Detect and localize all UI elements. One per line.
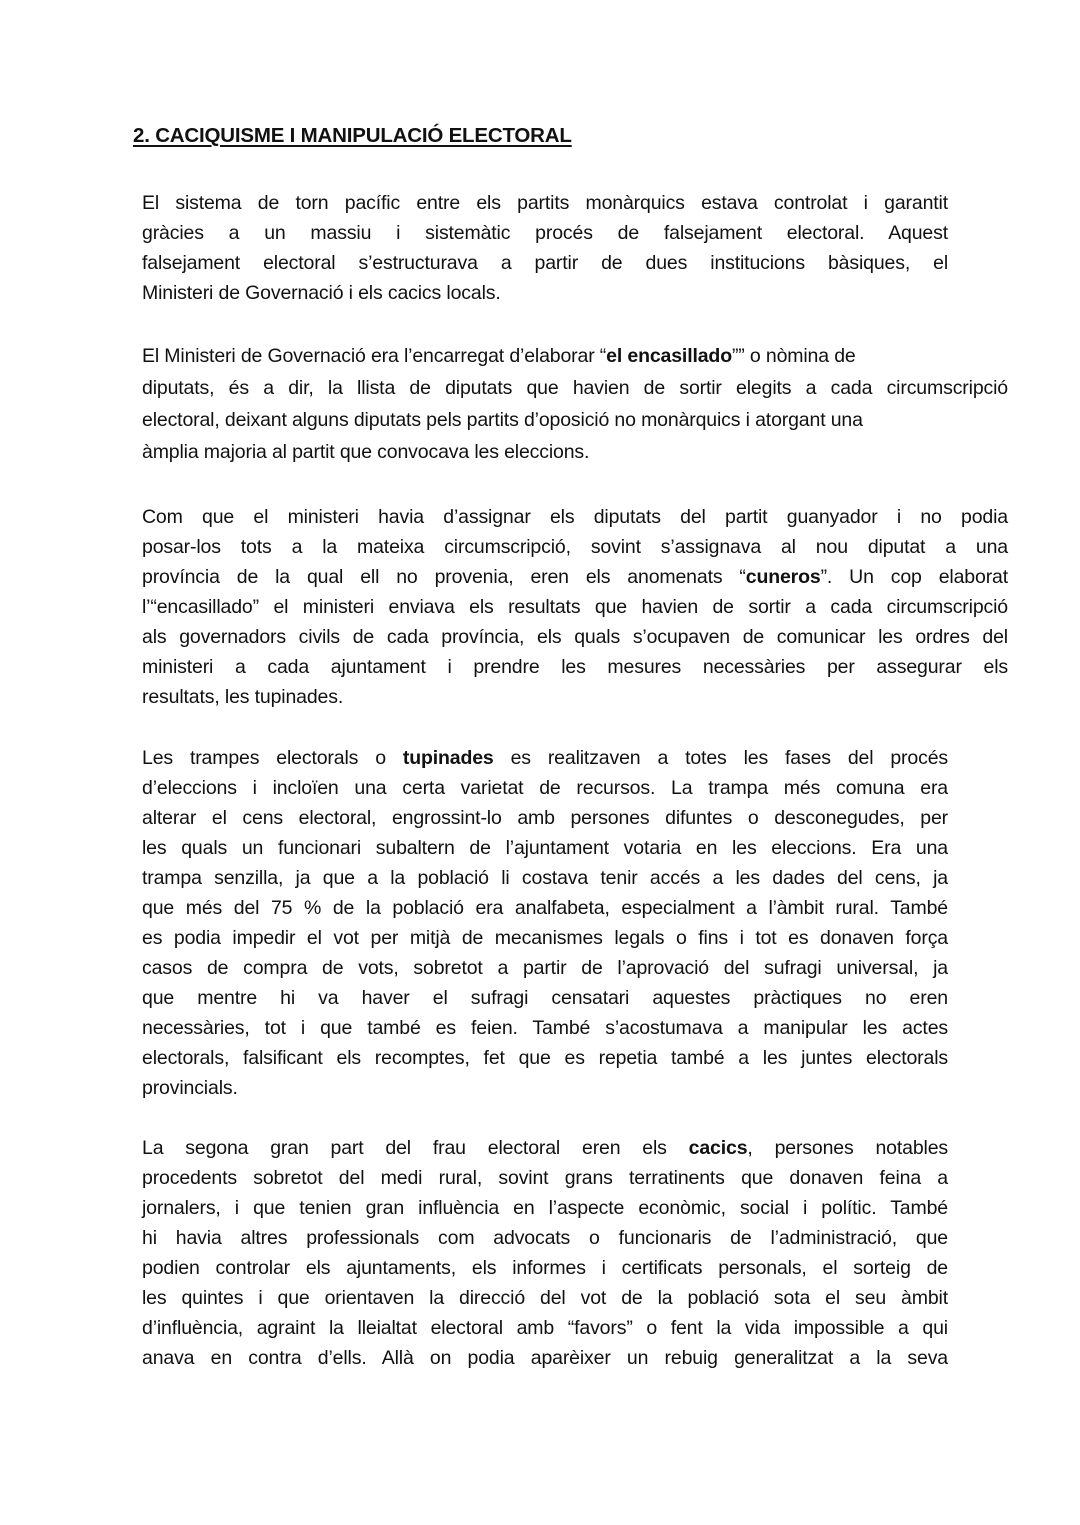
text-line: es podia impedir el vot per mitjà de mecanismes legals o fins i tot es donaven força [142,927,948,949]
text-line: que més del 75 % de la població era analfabeta, especialment a l’àmbit rural. També [142,897,948,919]
text-line: procedents sobretot del medi rural, sovint grans terratinents que donaven feina a [142,1167,948,1189]
text-line: ministeri a cada ajuntament i prendre les mesures necessàries per assegurar els [142,656,1008,678]
text-line: El Ministeri de Governació era l’encarregat d’elaborar “el encasillado”” o nòmina de [142,345,856,367]
paragraph-encasillado [142,340,1008,468]
text-line: El sistema de torn pacífic entre els partits monàrquics estava controlat i garantit [142,192,948,214]
text-line: necessàries, tot i que també es feien. També s’acostumava a manipular les actes [142,1017,948,1039]
text-line: provincials. [142,1077,238,1099]
text-line: electoral, deixant alguns diputats pels partits d’oposició no monàrquics i atorgant una [142,409,863,431]
text-line: podien controlar els ajuntaments, els informes i certificats personals, el sorteig de [142,1257,948,1279]
paragraph-torn-pacific [142,188,948,308]
paragraph-cacics [142,1133,948,1373]
text-line: trampa senzilla, ja que a la població li costava tenir accés a les dades del cens, ja [142,867,948,889]
text-line: àmplia majoria al partit que convocava les eleccions. [142,441,590,463]
paragraph-tupinades [142,743,948,1103]
text-line: Ministeri de Governació i els cacics locals. [142,282,501,304]
text-line: les quals un funcionari subaltern de l’ajuntament votaria en les eleccions. Era una [142,837,948,859]
bold-term-tupinades: tupinades [402,747,494,769]
text-line: jornalers, i que tenien gran influència en l’aspecte econòmic, social i polític. També [142,1197,948,1219]
bold-term-cuneros: cuneros [745,566,821,588]
text-line: que mentre hi va haver el sufragi censatari aquestes pràctiques no eren [142,987,948,1009]
text-line: alterar el cens electoral, engrossint-lo amb persones difuntes o desconegudes, per [142,807,948,829]
text-line: hi havia altres professionals com advocats o funcionaris de l’administració, que [142,1227,948,1249]
text-line: posar-los tots a la mateixa circumscripció, sovint s’assignava al nou diputat a una [142,536,1008,558]
text-line: La segona gran part del frau electoral eren els cacics, persones notables [142,1137,948,1159]
text-line: diputats, és a dir, la llista de diputats que havien de sortir elegits a cada circumscripció [142,377,1008,399]
text-line: les quintes i que orientaven la direcció del vot de la població sota el seu àmbit [142,1287,948,1309]
text-line: falsejament electoral s’estructurava a partir de dues institucions bàsiques, el [142,252,948,274]
bold-term-encasillado: el encasillado [606,345,732,367]
text-line: d’influència, agraint la lleialtat electoral amb “favors” o fent la vida impossible a qui [142,1317,948,1339]
text-line: província de la qual ell no provenia, eren els anomenats “cuneros”. Un cop elaborat [142,566,1008,588]
text-line: electorals, falsificant els recomptes, fet que es repetia també a les juntes electorals [142,1047,948,1069]
paragraph-cuneros [142,502,1008,712]
text-line: l’“encasillado” el ministeri enviava els resultats que havien de sortir a cada circumscripció [142,596,1008,618]
section-heading: 2. CACIQUISME I MANIPULACIÓ ELECTORAL [133,124,572,147]
text-line: als governadors civils de cada província, els quals s’ocupaven de comunicar les ordres del [142,626,1008,648]
text-line: resultats, les tupinades. [142,686,344,708]
bold-term-cacics: cacics [688,1137,748,1159]
text-line: casos de compra de vots, sobretot a partir de l’aprovació del sufragi universal, ja [142,957,948,979]
text-line: Les trampes electorals o tupinades es realitzaven a totes les fases del procés [142,747,948,769]
text-line: Com que el ministeri havia d’assignar els diputats del partit guanyador i no podia [142,506,1008,528]
text-line: gràcies a un massiu i sistemàtic procés de falsejament electoral. Aquest [142,222,948,244]
text-line: d’eleccions i incloïen una certa varietat de recursos. La trampa més comuna era [142,777,948,799]
text-line: anava en contra d’ells. Allà on podia aparèixer un rebuig generalitzat a la seva [142,1347,948,1369]
